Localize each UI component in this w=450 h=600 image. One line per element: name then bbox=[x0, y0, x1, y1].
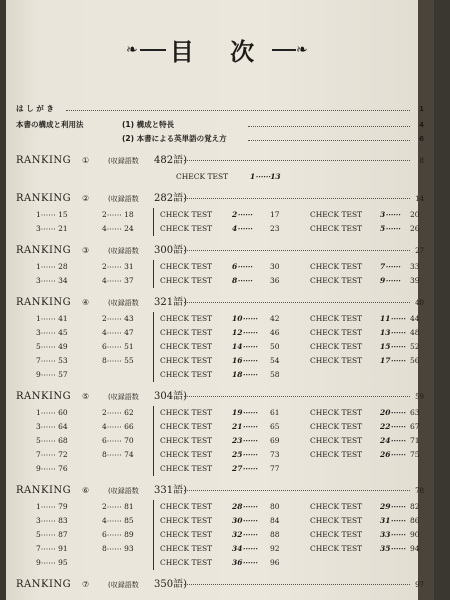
check-test-label[interactable]: CHECK TEST bbox=[310, 262, 363, 271]
ranking-word-count-label: (収録語数 bbox=[108, 195, 139, 203]
check-test-page: 86 bbox=[410, 516, 420, 525]
check-test-page: 20 bbox=[410, 210, 420, 219]
check-test-number: 10⋯⋯ bbox=[232, 314, 258, 323]
ranking-header[interactable] bbox=[16, 294, 424, 312]
check-test-label[interactable]: CHECK TEST bbox=[160, 210, 213, 219]
check-test-label[interactable]: CHECK TEST bbox=[160, 342, 213, 351]
ranking-label: RANKING bbox=[16, 297, 72, 308]
section-entry[interactable]: 2⋯⋯ 81 bbox=[102, 502, 134, 511]
section-entry[interactable]: 3⋯⋯ 21 bbox=[36, 224, 68, 233]
toc-subrow bbox=[16, 260, 424, 274]
check-test-label[interactable]: CHECK TEST bbox=[160, 544, 213, 553]
column-divider bbox=[153, 274, 154, 288]
check-test-number: 4⋯⋯ bbox=[232, 224, 253, 233]
ranking-word-count: 300語) bbox=[154, 245, 187, 256]
check-test-page: 26 bbox=[410, 224, 420, 233]
toc-title-banner bbox=[126, 32, 306, 68]
ranking-word-count-label: (収録語数 bbox=[108, 157, 139, 165]
check-test-page: 58 bbox=[270, 370, 280, 379]
toc-subrow bbox=[16, 556, 424, 570]
toc-subrow bbox=[16, 434, 424, 448]
section-entry[interactable]: 7⋯⋯ 72 bbox=[36, 450, 68, 459]
section-entry[interactable]: 2⋯⋯ 18 bbox=[102, 210, 134, 219]
check-test-label[interactable]: CHECK TEST bbox=[310, 530, 363, 539]
check-test-page: 77 bbox=[270, 464, 280, 473]
check-test-page: 36 bbox=[270, 276, 280, 285]
section-entry[interactable]: 8⋯⋯ 55 bbox=[102, 356, 134, 365]
check-test-label[interactable]: CHECK TEST bbox=[310, 314, 363, 323]
toc-subrow bbox=[16, 462, 424, 476]
check-test-page: 92 bbox=[270, 544, 280, 553]
ranking-word-count-label: (収録語数 bbox=[108, 299, 139, 307]
check-test-number: 12⋯⋯ bbox=[232, 328, 258, 337]
ranking-word-count: 321語) bbox=[154, 297, 187, 308]
check-test-number: 36⋯⋯ bbox=[232, 558, 258, 567]
title-rule-left bbox=[140, 49, 166, 51]
check-test-label[interactable]: CHECK TEST bbox=[310, 502, 363, 511]
ranking-word-count-label: (収録語数 bbox=[108, 393, 139, 401]
column-divider bbox=[153, 260, 154, 274]
ranking-label: RANKING bbox=[16, 485, 72, 496]
check-test-label[interactable]: CHECK TEST bbox=[160, 422, 213, 431]
entry-sublabel: (1) 構成と特長 bbox=[122, 120, 175, 129]
toc-subrow bbox=[16, 406, 424, 420]
check-test-page: 61 bbox=[270, 408, 280, 417]
section-entry[interactable]: 6⋯⋯ 89 bbox=[102, 530, 134, 539]
check-test-number: 32⋯⋯ bbox=[232, 530, 258, 539]
section-entry[interactable]: 1⋯⋯ 28 bbox=[36, 262, 68, 271]
check-test-label[interactable]: CHECK TEST bbox=[310, 342, 363, 351]
column-divider bbox=[153, 500, 154, 514]
ranking-page-number: 27 bbox=[415, 247, 424, 255]
toc-subrow bbox=[16, 354, 424, 368]
check-test-label[interactable]: CHECK TEST bbox=[160, 558, 213, 567]
check-test-label[interactable]: CHECK TEST bbox=[160, 436, 213, 445]
check-test-number: 17⋯⋯ bbox=[380, 356, 406, 365]
check-test-label[interactable]: CHECK TEST bbox=[160, 370, 213, 379]
toc-subrow bbox=[16, 514, 424, 528]
check-test-number: 30⋯⋯ bbox=[232, 516, 258, 525]
check-test-page: 69 bbox=[270, 436, 280, 445]
check-test-number: 13⋯⋯ bbox=[380, 328, 406, 337]
section-entry[interactable]: 4⋯⋯ 85 bbox=[102, 516, 134, 525]
check-test-label[interactable]: CHECK TEST bbox=[160, 408, 213, 417]
entry-label: 本書の構成と利用法 bbox=[16, 120, 84, 129]
ranking-header[interactable] bbox=[16, 388, 424, 406]
check-test-number: 29⋯⋯ bbox=[380, 502, 406, 511]
check-test-number: 7⋯⋯ bbox=[380, 262, 401, 271]
column-divider bbox=[153, 354, 154, 368]
leader-dots bbox=[184, 576, 410, 585]
section-entry[interactable]: 1⋯⋯ 60 bbox=[36, 408, 68, 417]
ranking-word-count: 304語) bbox=[154, 391, 187, 402]
leader-dots bbox=[184, 190, 410, 199]
check-test-page: 75 bbox=[410, 450, 420, 459]
column-divider bbox=[153, 368, 154, 382]
toc-subrow bbox=[16, 528, 424, 542]
toc-subrow bbox=[16, 312, 424, 326]
section-entry[interactable]: 2⋯⋯ 43 bbox=[102, 314, 134, 323]
ranking-label: RANKING bbox=[16, 245, 72, 256]
check-test-page: 65 bbox=[270, 422, 280, 431]
section-entry[interactable]: 3⋯⋯ 83 bbox=[36, 516, 68, 525]
check-test-page: 44 bbox=[410, 314, 420, 323]
check-test-page: 33 bbox=[410, 262, 420, 271]
section-entry[interactable]: 9⋯⋯ 76 bbox=[36, 464, 68, 473]
section-entry[interactable]: 2⋯⋯ 62 bbox=[102, 408, 134, 417]
check-test-number: 22⋯⋯ bbox=[380, 422, 406, 431]
check-test-number: 19⋯⋯ bbox=[232, 408, 258, 417]
check-test-number: 27⋯⋯ bbox=[232, 464, 258, 473]
section-entry[interactable]: 3⋯⋯ 64 bbox=[36, 422, 68, 431]
check-test-label[interactable]: CHECK TEST bbox=[160, 516, 213, 525]
ranking-word-count: 282語) bbox=[154, 193, 187, 204]
check-test-page: 82 bbox=[410, 502, 420, 511]
entry-label: は し が き bbox=[16, 104, 54, 113]
check-test-page: 50 bbox=[270, 342, 280, 351]
check-test-number: 8⋯⋯ bbox=[232, 276, 253, 285]
check-test-number: 16⋯⋯ bbox=[232, 356, 258, 365]
ranking-page-number: 40 bbox=[415, 299, 424, 307]
column-divider bbox=[153, 406, 154, 420]
ranking-page-number: 8 bbox=[419, 157, 424, 165]
column-divider bbox=[153, 434, 154, 448]
check-test-label[interactable]: CHECK TEST bbox=[310, 450, 363, 459]
leader-dots bbox=[248, 132, 410, 141]
check-test-label[interactable]: CHECK TEST bbox=[160, 356, 213, 365]
section-entry[interactable]: 4⋯⋯ 37 bbox=[102, 276, 134, 285]
ranking-page-number: 97 bbox=[415, 581, 424, 589]
leader-dots bbox=[248, 118, 410, 127]
section-entry[interactable]: 5⋯⋯ 68 bbox=[36, 436, 68, 445]
check-test-number: 28⋯⋯ bbox=[232, 502, 258, 511]
section-entry[interactable]: 3⋯⋯ 34 bbox=[36, 276, 68, 285]
ranking-label: RANKING bbox=[16, 193, 72, 204]
check-test-label[interactable]: CHECK TEST bbox=[310, 328, 363, 337]
leader-dots bbox=[184, 242, 410, 251]
ranking-header[interactable] bbox=[16, 152, 424, 170]
ranking-word-count: 482語) bbox=[154, 155, 187, 166]
ranking-word-count-label: (収録語数 bbox=[108, 247, 139, 255]
section-entry[interactable]: 4⋯⋯ 66 bbox=[102, 422, 134, 431]
ranking-number: ③ bbox=[82, 246, 90, 255]
column-divider bbox=[153, 340, 154, 354]
ranking-number: ⑤ bbox=[82, 392, 90, 401]
check-test-page: 88 bbox=[270, 530, 280, 539]
check-test-number: 5⋯⋯ bbox=[380, 224, 401, 233]
check-test-label[interactable]: CHECK TEST bbox=[176, 172, 229, 181]
check-test-page: 56 bbox=[410, 356, 420, 365]
check-test-number: 11⋯⋯ bbox=[380, 314, 406, 323]
toc-subrow bbox=[16, 542, 424, 556]
toc-subrow bbox=[16, 448, 424, 462]
check-test-page: 48 bbox=[410, 328, 420, 337]
ranking-header[interactable] bbox=[16, 576, 424, 594]
check-test-page: 94 bbox=[410, 544, 420, 553]
leader-dots bbox=[184, 294, 410, 303]
ranking-word-count-label: (収録語数 bbox=[108, 487, 139, 495]
section-entry[interactable]: 1⋯⋯ 41 bbox=[36, 314, 68, 323]
check-test-label[interactable]: CHECK TEST bbox=[310, 436, 363, 445]
ranking-word-count-label: (収録語数 bbox=[108, 581, 139, 589]
toc-subrow bbox=[16, 340, 424, 354]
section-entry[interactable]: 9⋯⋯ 95 bbox=[36, 558, 68, 567]
check-test-label[interactable]: CHECK TEST bbox=[160, 502, 213, 511]
check-test-label[interactable]: CHECK TEST bbox=[310, 210, 363, 219]
check-test-page: 39 bbox=[410, 276, 420, 285]
column-divider bbox=[153, 208, 154, 222]
ranking-label: RANKING bbox=[16, 579, 72, 590]
book-page bbox=[6, 0, 434, 600]
check-test-label[interactable]: CHECK TEST bbox=[160, 262, 213, 271]
page-title: 目 次 bbox=[169, 38, 269, 66]
section-entry[interactable]: 7⋯⋯ 91 bbox=[36, 544, 68, 553]
ranking-header[interactable] bbox=[16, 190, 424, 208]
section-entry[interactable]: 8⋯⋯ 93 bbox=[102, 544, 134, 553]
ranking-page-number: 14 bbox=[415, 195, 424, 203]
check-test-label[interactable]: CHECK TEST bbox=[310, 516, 363, 525]
check-test-label[interactable]: CHECK TEST bbox=[160, 450, 213, 459]
entry-sublabel: (2) 本書による英単語の覚え方 bbox=[122, 134, 227, 143]
check-test-page: 80 bbox=[270, 502, 280, 511]
toc-entry[interactable] bbox=[16, 102, 424, 116]
check-test-label[interactable]: CHECK TEST bbox=[160, 314, 213, 323]
check-test-label[interactable]: CHECK TEST bbox=[310, 408, 363, 417]
section-entry[interactable]: 1⋯⋯ 15 bbox=[36, 210, 68, 219]
toc-subrow bbox=[16, 326, 424, 340]
section-entry[interactable]: 2⋯⋯ 31 bbox=[102, 262, 134, 271]
check-test-number: 2⋯⋯ bbox=[232, 210, 253, 219]
column-divider bbox=[153, 326, 154, 340]
ranking-page-number: 59 bbox=[415, 393, 424, 401]
check-test-label[interactable]: CHECK TEST bbox=[160, 464, 213, 473]
check-test-number: 24⋯⋯ bbox=[380, 436, 406, 445]
check-test-label[interactable]: CHECK TEST bbox=[310, 544, 363, 553]
section-entry[interactable]: 9⋯⋯ 57 bbox=[36, 370, 68, 379]
check-test-number: 6⋯⋯ bbox=[232, 262, 253, 271]
ranking-header[interactable] bbox=[16, 482, 424, 500]
check-test-range[interactable]: 1⋯⋯13 bbox=[250, 172, 281, 181]
column-divider bbox=[153, 420, 154, 434]
leader-dots bbox=[184, 388, 410, 397]
check-test-number: 9⋯⋯ bbox=[380, 276, 401, 285]
section-entry[interactable]: 6⋯⋯ 51 bbox=[102, 342, 134, 351]
entry-page-number: 4 bbox=[419, 121, 424, 129]
toc-subrow bbox=[16, 368, 424, 382]
check-test-number: 18⋯⋯ bbox=[232, 370, 258, 379]
check-test-page: 54 bbox=[270, 356, 280, 365]
column-divider bbox=[153, 448, 154, 462]
check-test-number: 31⋯⋯ bbox=[380, 516, 406, 525]
column-divider bbox=[153, 556, 154, 570]
check-test-page: 73 bbox=[270, 450, 280, 459]
entry-page-number: 6 bbox=[419, 135, 424, 143]
column-divider bbox=[153, 462, 154, 476]
ranking-number: ⑦ bbox=[82, 580, 90, 589]
section-entry[interactable]: 6⋯⋯ 70 bbox=[102, 436, 134, 445]
toc-subrow bbox=[16, 420, 424, 434]
check-test-page: 96 bbox=[270, 558, 280, 567]
check-test-label[interactable]: CHECK TEST bbox=[310, 356, 363, 365]
ranking-label: RANKING bbox=[16, 155, 72, 166]
leader-dots bbox=[184, 152, 410, 161]
check-test-label[interactable]: CHECK TEST bbox=[160, 224, 213, 233]
column-divider bbox=[153, 222, 154, 236]
check-test-number: 20⋯⋯ bbox=[380, 408, 406, 417]
ranking-word-count: 331語) bbox=[154, 485, 187, 496]
toc-subrow bbox=[16, 274, 424, 288]
check-test-number: 21⋯⋯ bbox=[232, 422, 258, 431]
ornament-left-icon: ❧ bbox=[126, 42, 138, 58]
check-test-number: 3⋯⋯ bbox=[380, 210, 401, 219]
check-test-label[interactable]: CHECK TEST bbox=[160, 276, 213, 285]
ranking-number: ⑥ bbox=[82, 486, 90, 495]
check-test-label[interactable]: CHECK TEST bbox=[310, 422, 363, 431]
section-entry[interactable]: 3⋯⋯ 45 bbox=[36, 328, 68, 337]
check-test-page: 42 bbox=[270, 314, 280, 323]
column-divider bbox=[153, 542, 154, 556]
check-test-page: 71 bbox=[410, 436, 420, 445]
check-test-page: 63 bbox=[410, 408, 420, 417]
section-entry[interactable]: 7⋯⋯ 53 bbox=[36, 356, 68, 365]
ranking-word-count: 350語) bbox=[154, 579, 187, 590]
column-divider bbox=[153, 528, 154, 542]
check-test-page: 46 bbox=[270, 328, 280, 337]
section-entry[interactable]: 5⋯⋯ 87 bbox=[36, 530, 68, 539]
section-entry[interactable]: 4⋯⋯ 47 bbox=[102, 328, 134, 337]
section-entry[interactable]: 4⋯⋯ 24 bbox=[102, 224, 134, 233]
section-entry[interactable]: 8⋯⋯ 74 bbox=[102, 450, 134, 459]
check-test-number: 23⋯⋯ bbox=[232, 436, 258, 445]
check-test-number: 14⋯⋯ bbox=[232, 342, 258, 351]
section-entry[interactable]: 1⋯⋯ 79 bbox=[36, 502, 68, 511]
toc-subrow bbox=[16, 208, 424, 222]
ranking-number: ① bbox=[82, 156, 90, 165]
leader-dots bbox=[66, 102, 410, 111]
check-test-number: 34⋯⋯ bbox=[232, 544, 258, 553]
toc-list bbox=[16, 102, 424, 594]
check-test-number: 33⋯⋯ bbox=[380, 530, 406, 539]
check-test-page: 52 bbox=[410, 342, 420, 351]
check-test-label[interactable]: CHECK TEST bbox=[310, 276, 363, 285]
check-test-number: 15⋯⋯ bbox=[380, 342, 406, 351]
column-divider bbox=[153, 514, 154, 528]
toc-subrow bbox=[16, 500, 424, 514]
check-test-page: 17 bbox=[270, 210, 280, 219]
check-test-label[interactable]: CHECK TEST bbox=[160, 328, 213, 337]
check-test-number: 35⋯⋯ bbox=[380, 544, 406, 553]
ranking-number: ② bbox=[82, 194, 90, 203]
check-test-number: 25⋯⋯ bbox=[232, 450, 258, 459]
toc-entry[interactable] bbox=[16, 132, 424, 146]
toc-entry[interactable] bbox=[16, 118, 424, 132]
column-divider bbox=[153, 312, 154, 326]
section-entry[interactable]: 5⋯⋯ 49 bbox=[36, 342, 68, 351]
check-test-label[interactable]: CHECK TEST bbox=[310, 224, 363, 233]
ranking-page-number: 78 bbox=[415, 487, 424, 495]
ornament-right-icon: ❧ bbox=[296, 42, 308, 58]
entry-page-number: 1 bbox=[419, 105, 424, 113]
title-rule-right bbox=[272, 49, 296, 51]
check-test-page: 30 bbox=[270, 262, 280, 271]
ranking-header[interactable] bbox=[16, 242, 424, 260]
toc-subrow bbox=[16, 170, 424, 184]
check-test-label[interactable]: CHECK TEST bbox=[160, 530, 213, 539]
check-test-page: 67 bbox=[410, 422, 420, 431]
leader-dots bbox=[184, 482, 410, 491]
ranking-number: ④ bbox=[82, 298, 90, 307]
check-test-page: 90 bbox=[410, 530, 420, 539]
check-test-page: 23 bbox=[270, 224, 280, 233]
check-test-number: 26⋯⋯ bbox=[380, 450, 406, 459]
check-test-page: 84 bbox=[270, 516, 280, 525]
ranking-label: RANKING bbox=[16, 391, 72, 402]
toc-subrow bbox=[16, 222, 424, 236]
